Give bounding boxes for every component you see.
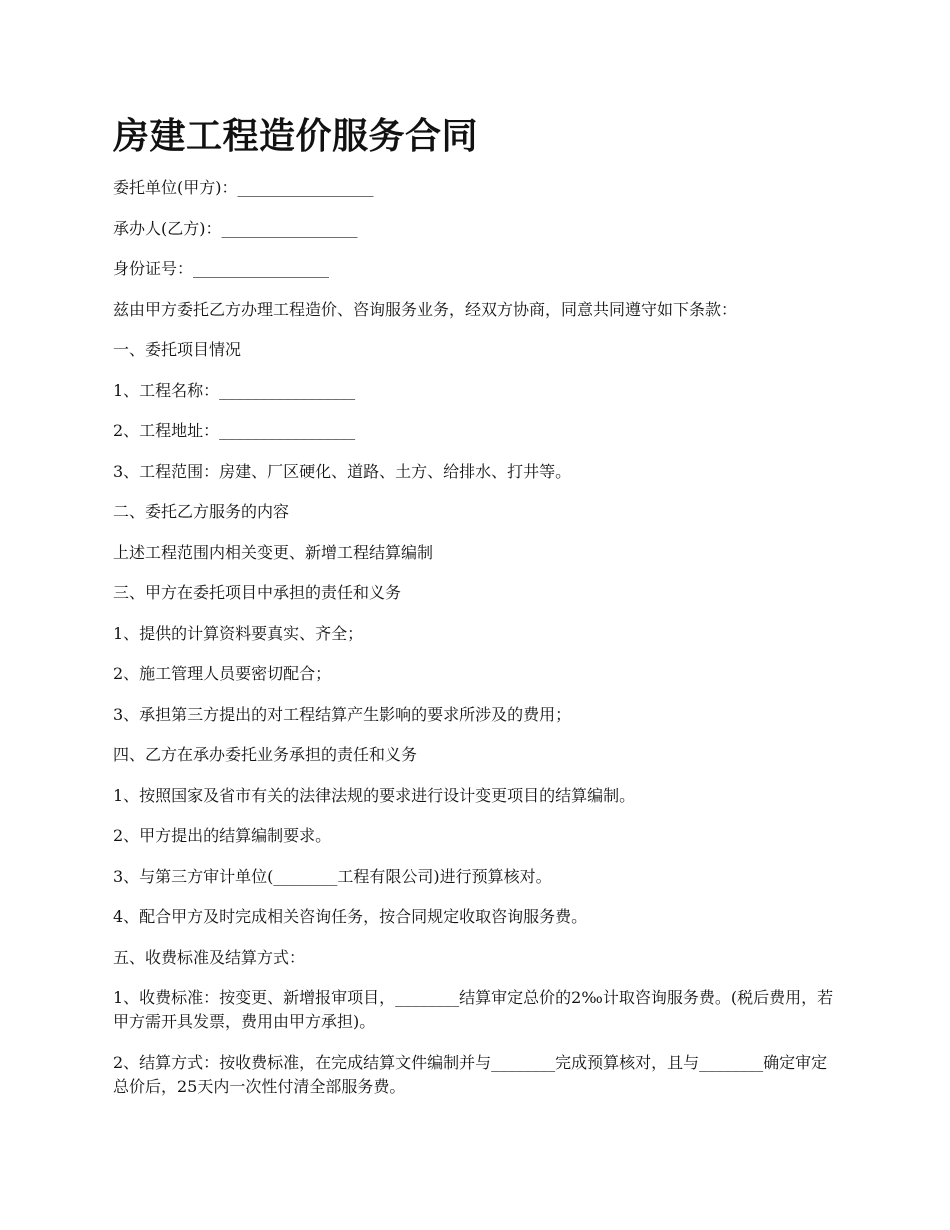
contractor-party-line: 承办人(乙方)：_________________ xyxy=(113,218,358,238)
clause-4-3: 3、与第三方审计单位(________工程有限公司)进行预算核对。 xyxy=(113,866,552,886)
document-title: 房建工程造价服务合同 xyxy=(113,115,479,157)
clause-4-1: 1、按照国家及省市有关的法律法规的要求进行设计变更项目的结算编制。 xyxy=(113,785,636,805)
clause-5-2: 2、结算方式：按收费标准，在完成结算文件编制并与________完成预算核对，且与________确定审定总价后，25天内一次性付清全部服务费。 xyxy=(113,1052,828,1096)
section-heading-4: 四、乙方在承办委托业务承担的责任和义务 xyxy=(113,745,418,764)
contract-document xyxy=(113,112,843,1115)
id-number-line: 身份证号：_________________ xyxy=(113,259,330,278)
section-heading-3: 三、甲方在委托项目中承担的责任和义务 xyxy=(113,583,402,602)
clause-3-3: 3、承担第三方提出的对工程结算产生影响的要求所涉及的费用； xyxy=(113,704,572,724)
clause-1-3: 3、工程范围：房建、厂区硬化、道路、土方、给排水、打井等。 xyxy=(113,461,572,481)
section-heading-1: 一、委托项目情况 xyxy=(113,340,242,359)
clause-4-2: 2、甲方提出的结算编制要求。 xyxy=(113,826,332,845)
clause-3-2: 2、施工管理人员要密切配合； xyxy=(113,664,332,683)
clause-5-1: 1、收费标准：按变更、新增报审项目，________结算审定总价的2‰计取咨询服务费。(税后费用，若甲方需开具发票，费用由甲方承担)。 xyxy=(113,988,834,1031)
preamble: 兹由甲方委托乙方办理工程造价、咨询服务业务，经双方协商，同意共同遵守如下条款： xyxy=(113,299,738,319)
section-heading-5: 五、收费标准及结算方式： xyxy=(113,947,306,967)
section-heading-2: 二、委托乙方服务的内容 xyxy=(113,502,290,521)
clause-3-1: 1、提供的计算资料要真实、齐全； xyxy=(113,623,364,643)
client-party-line: 委托单位(甲方)：_________________ xyxy=(113,178,374,197)
clause-1-1: 1、工程名称：_________________ xyxy=(113,380,356,400)
clause-2-body: 上述工程范围内相关变更、新增工程结算编制 xyxy=(113,542,434,562)
clause-4-4: 4、配合甲方及时完成相关咨询任务，按合同规定收取咨询服务费。 xyxy=(113,907,588,926)
clause-1-2: 2、工程地址：_________________ xyxy=(113,421,356,440)
